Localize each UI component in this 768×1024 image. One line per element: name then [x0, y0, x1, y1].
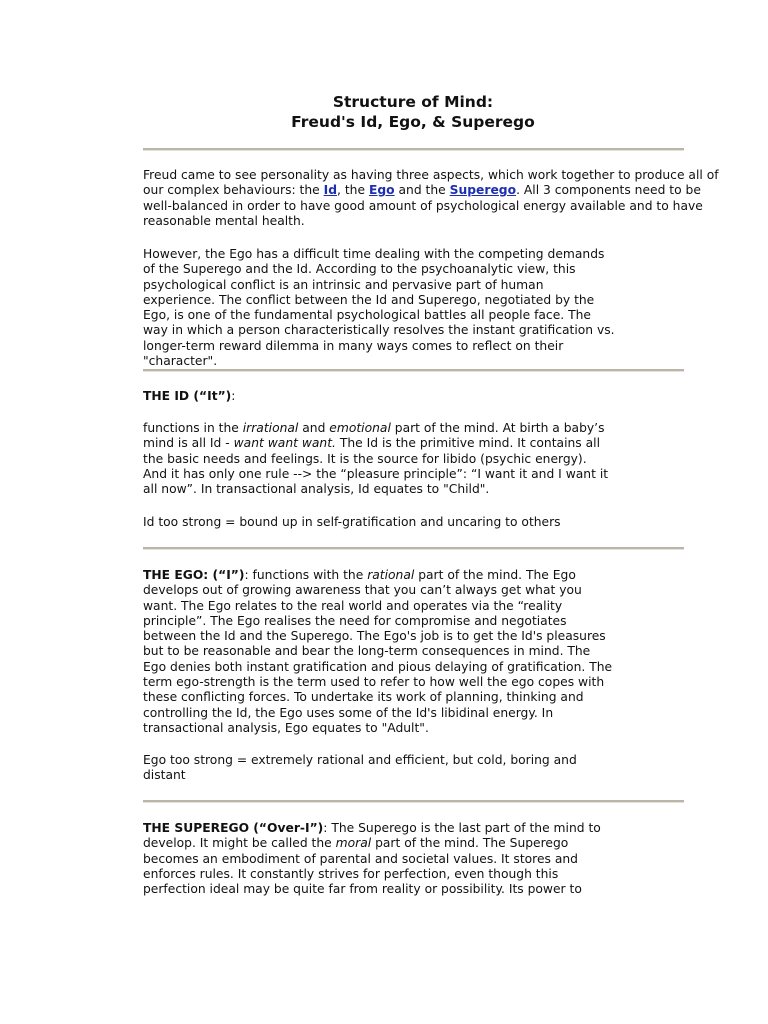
- ego-heading: THE EGO: (“I”): [143, 568, 245, 582]
- page-subtitle: Freud's Id, Ego, & Superego: [291, 113, 535, 131]
- id-link[interactable]: Id: [323, 183, 338, 198]
- id-summary: Id too strong = bound up in self-gratification and uncaring to others: [143, 515, 561, 529]
- superego-heading: THE SUPEREGO (“Over-I”): [143, 821, 324, 835]
- superego-paragraph: THE SUPEREGO (“Over-I”): The Superego is the last part of the mind to develop. It might be called the moral part of the mind. The Superego becomes an embodiment of parental and societal values. It stores and enforces rules. It constantly strives for perfection, even though this perfection ideal may be quite far from reality or possibility. Its power to: [143, 821, 601, 897]
- page-title: Structure of Mind:: [332, 93, 494, 111]
- divider: [143, 547, 684, 550]
- ego-summary: Ego too strong = extremely rational and efficient, but cold, boring and distant: [143, 753, 577, 783]
- divider: [143, 148, 684, 151]
- divider: [143, 369, 684, 372]
- ego-link[interactable]: Ego: [368, 183, 395, 198]
- intro-paragraph: Freud came to see personality as having three aspects, which work together to produce all of our complex behaviours: the Id, the Ego and the Superego. All 3 components need to be well-balanced in order to have good amount of psychological energy available and to have reasonable mental health.: [143, 168, 719, 228]
- divider: [143, 800, 684, 803]
- conflict-paragraph: However, the Ego has a difficult time dealing with the competing demands of the Superego and the Id. According to the psychoanalytic view, this psychological conflict is an intrinsic and pervasive part of human experience. The conflict between the Id and Superego, negotiated by the Ego, is one of the fundamental psychological battles all people face. The way in which a person characteristically resolves the instant gratification vs. longer-term reward dilemma in many ways comes to reflect on their "character".: [143, 247, 615, 369]
- id-paragraph: functions in the irrational and emotional part of the mind. At birth a baby’s mind is all Id - want want want. The Id is the primitive mind. It contains all the basic needs and feelings. It is the source for libido (psychic energy). And it has only one rule --> the “pleasure principle”: “I want it and I want it all now”. In transactional analysis, Id equates to "Child".: [143, 421, 609, 497]
- id-heading: THE ID (“It”):: [143, 389, 236, 403]
- superego-link[interactable]: Superego: [449, 183, 517, 198]
- ego-paragraph: THE EGO: (“I”): functions with the rational part of the mind. The Ego develops out of growing awareness that you can’t always get what you want. The Ego relates to the real world and operates via the “reality principle”. The Ego realises the need for compromise and negotiates between the Id and the Superego. The Ego's job is to get the Id's pleasures but to be reasonable and bear the long-term consequences in mind. The Ego denies both instant gratification and pious delaying of gratification. The term ego-strength is the term used to refer to how well the ego copes with these conflicting forces. To undertake its work of planning, thinking and controlling the Id, the Ego uses some of the Id's libidinal energy. In transactional analysis, Ego equates to "Adult".: [143, 568, 613, 735]
